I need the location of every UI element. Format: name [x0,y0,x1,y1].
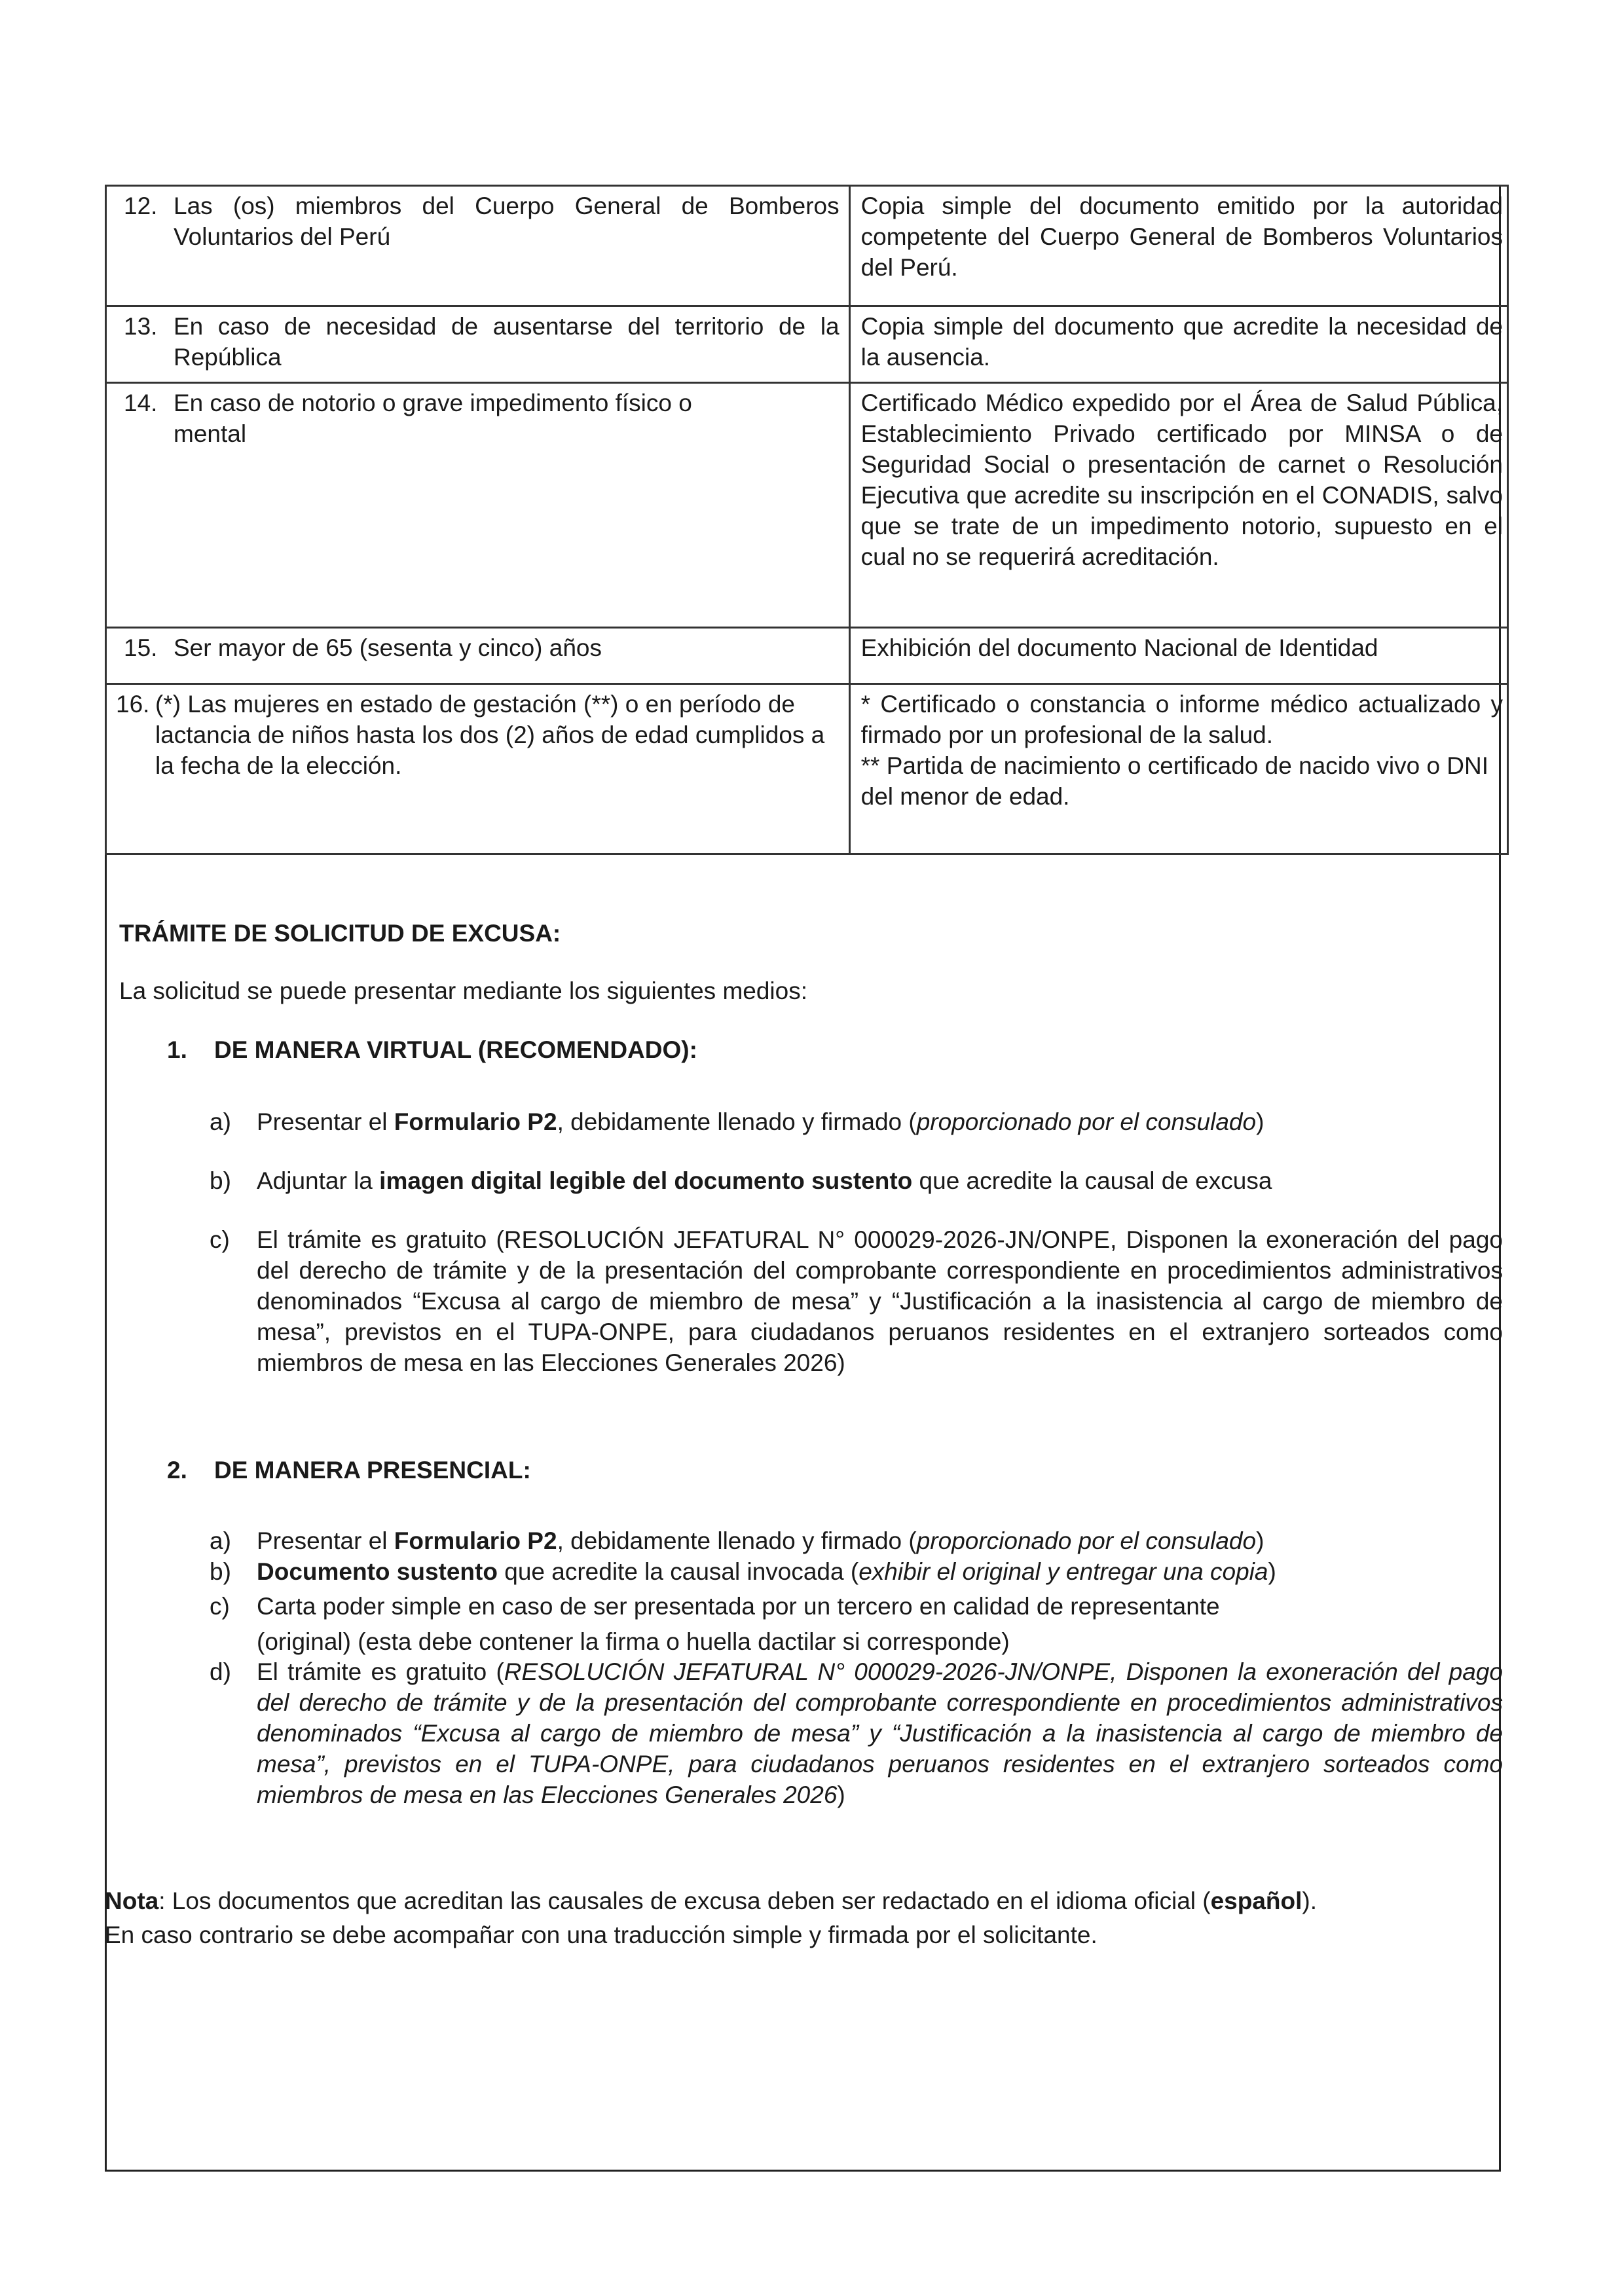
virtual-heading [167,1034,697,1065]
item-letter: d) [210,1658,231,1685]
causal-cell [106,306,850,383]
procedure-intro: La solicitud se puede presentar mediante los siguientes medios: [119,977,808,1004]
row-number: 14. [124,390,158,416]
presencial-item-b: b) Documento sustento que acredite la causal invocada (exhibir el original y entregar una copia) [210,1556,1503,1587]
presencial-item-c: c) Carta poder simple en caso de ser presentada por un tercero en calidad de representante (original) (esta debe contener la firma o huella dactilar si corresponde) [210,1591,1503,1657]
presencial-heading-text: DE MANERA PRESENCIAL: [214,1457,531,1484]
document-cell: Exhibición del documento Nacional de Identidad [849,628,1507,684]
presencial-number: 2. [167,1457,187,1484]
table-row [106,684,1508,854]
virtual-item-b: b) Adjuntar la imagen digital legible del documento sustento que acredite la causal de excusa [210,1165,1503,1196]
causal-text: En caso de necesidad de ausentarse del territorio de la República [174,313,840,371]
causal-text: En caso de notorio o grave impedimento físico o mental [174,390,692,447]
causal-text: Ser mayor de 65 (sesenta y cinco) años [174,634,602,661]
table-row [106,306,1508,383]
causal-cell [106,684,850,854]
presencial-item-a: a) Presentar el Formulario P2, debidamente llenado y firmado (proporcionado por el consulado) [210,1525,1503,1556]
item-letter: c) [210,1593,230,1620]
virtual-number: 1. [167,1036,187,1063]
note-label: Nota [105,1887,159,1914]
row-number: 16. [116,691,150,718]
note-line-1: Nota: Los documentos que acreditan las causales de excusa deben ser redactado en el idioma oficial (español). [105,1887,1318,1914]
causal-cell [106,383,850,628]
item-letter: a) [210,1527,231,1554]
document-line: ** Partida de nacimiento o certificado de nacido vivo o DNI del menor de edad. [860,752,1489,810]
item-letter: b) [210,1167,231,1194]
presencial-item-d: d) El trámite es gratuito (RESOLUCIÓN JEFATURAL N° 000029-2026-JN/ONPE, Disponen la exoneración del pago del derecho de trámite y de la presentación del comprobante correspondiente en procedimientos administrativos denominados “Excusa al cargo de miembro de mesa” y “Justificación a la inasistencia al cargo de miembro de mesa”, previstos en el TUPA-ONPE, para ciudadanos peruanos residentes en el extranjero sorteados como miembros de mesa en las Elecciones Generales 2026) [210,1656,1503,1810]
presencial-heading [167,1455,531,1485]
causal-text: (*) Las mujeres en estado de gestación (**) o en período de lactancia de niños hasta los dos (2) años de edad cumplidos a la fecha de la elección. [155,691,825,779]
document-cell: Copia simple del documento que acredite la necesidad de la ausencia. [849,306,1507,383]
formulario-p2: Formulario P2 [394,1108,557,1135]
document-line: * Certificado o constancia o informe médico actualizado y firmado por un profesional de la salud. [860,691,1503,748]
document-cell: Copia simple del documento emitido por la autoridad competente del Cuerpo General de Bomberos Voluntarios del Perú. [849,186,1507,306]
document-cell: Certificado Médico expedido por el Área de Salud Pública, Establecimiento Privado certificado por MINSA o de Seguridad Social o presentación de carnet o Resolución Ejecutiva que acredite su inscripción en el CONADIS, salvo que se trate de un impedimento notorio, supuesto en el cual no se requerirá acreditación. [849,383,1507,628]
causal-cell [106,186,850,306]
item-letter: a) [210,1108,231,1135]
document-cell [849,684,1507,854]
row-number: 12. [124,192,158,219]
virtual-item-a: a) Presentar el Formulario P2, debidamente llenado y firmado (proporcionado por el consulado) [210,1106,1503,1137]
table-row [106,383,1508,628]
procedure-title: TRÁMITE DE SOLICITUD DE EXCUSA: [119,920,561,947]
virtual-heading-text: DE MANERA VIRTUAL (RECOMENDADO): [214,1036,697,1063]
item-letter: c) [210,1226,230,1253]
table-row [106,186,1508,306]
causal-text: Las (os) miembros del Cuerpo General de Bomberos Voluntarios del Perú [174,192,840,250]
virtual-item-c [210,1224,1503,1378]
item-letter: b) [210,1558,231,1585]
table-row [106,628,1508,684]
causal-cell [106,628,850,684]
row-number: 13. [124,313,158,340]
requirements-table [105,185,1509,855]
note-line-2: En caso contrario se debe acompañar con una traducción simple y firmada por el solicitante. [105,1922,1098,1948]
row-number: 15. [124,634,158,661]
item-text: El trámite es gratuito (RESOLUCIÓN JEFATURAL N° 000029-2026-JN/ONPE, Disponen la exoneración del pago del derecho de trámite y de la presentación del comprobante correspondiente en procedimientos administrativos denominados “Excusa al cargo de miembro de mesa” y “Justificación a la inasistencia al cargo de miembro de mesa”, previstos en el TUPA-ONPE, para ciudadanos peruanos residentes en el extranjero sorteados como miembros de mesa en las Elecciones Generales 2026) [257,1226,1503,1376]
